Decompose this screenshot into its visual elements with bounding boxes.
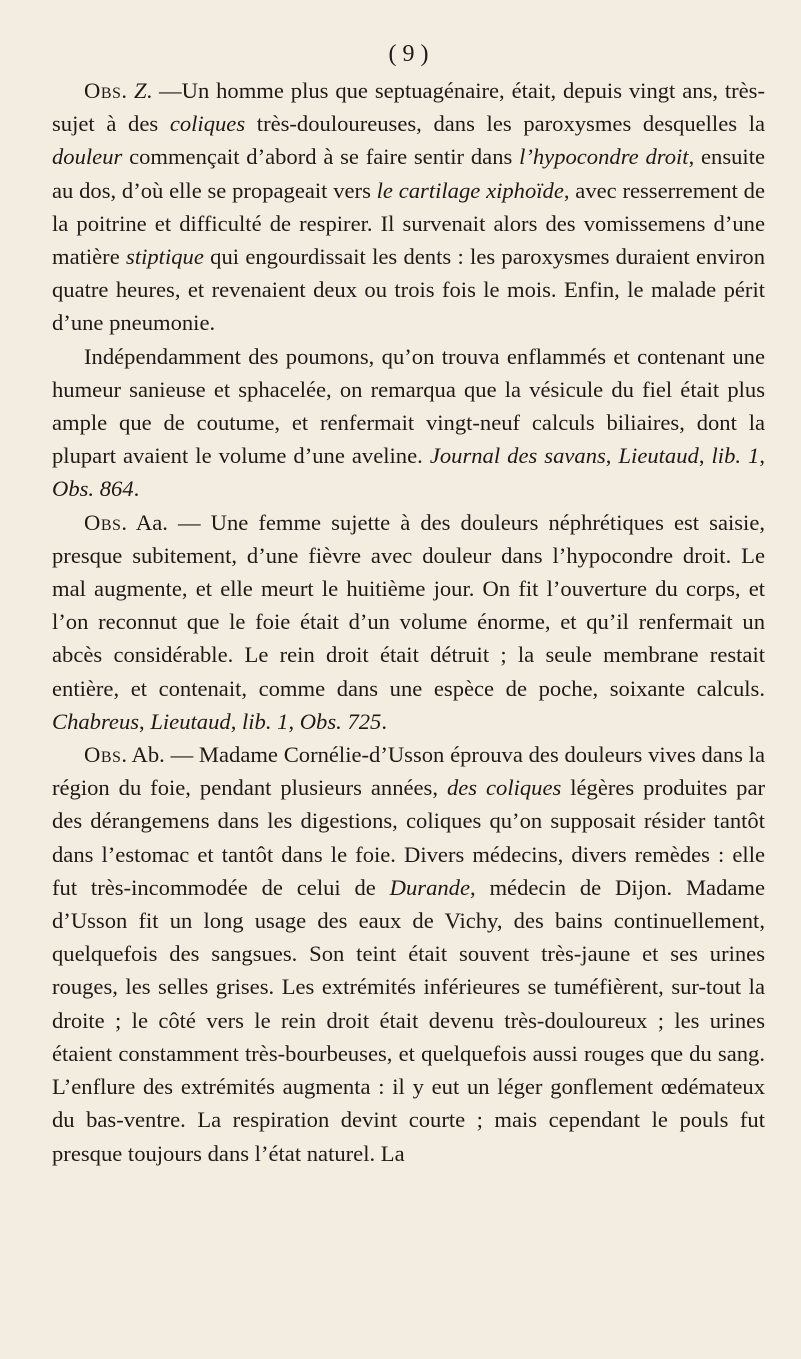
italic-run: le cartilage xiphoïde (376, 177, 564, 203)
body-text (52, 74, 765, 1170)
text-run: , avec resserrement de la poitrine et difficulté de respirer. Il survenait alors des vomissemens d’une matière (52, 177, 765, 270)
italic-run: l’hypocondre droit (519, 144, 689, 170)
text-run: très-douloureuses, dans les paroxysmes desquelles la (245, 111, 765, 137)
text-run: , (759, 443, 765, 469)
text-run: qui engourdissait les dents : les paroxysmes duraient environ quatre heures, et revenaient deux ou trois fois le mois. Enfin, le malade périt d’une pneumonie. (52, 244, 765, 336)
text-run (741, 443, 748, 468)
obs-label: Obs (84, 742, 122, 768)
obs-label: Obs (84, 509, 122, 535)
text-run: , (698, 443, 712, 469)
text-run: , (605, 443, 619, 469)
text-run: . Aa. — Une femme sujette à des douleurs néphrétiques est saisie, presque subitement, d’une fièvre avec douleur dans l’hypocondre droit. Le mal augmente, et elle meurt le huitième jour. On fit l’ouverture du corps, et l’on reconnut que le foie était d’un volume énorme, et qu’il renfermait un abcès considérable. Le rein droit était détruit ; la seule membrane restait entière, et contenait, comme dans une espèce de poche, soixante calculs. (52, 509, 765, 701)
italic-run: 864 (99, 476, 134, 502)
italic-run: stiptique (126, 244, 204, 270)
text-run: . —Un homme plus que septuagénaire, était, depuis vingt ans, très-sujet à des (52, 78, 765, 137)
italic-run: Obs. (52, 476, 95, 502)
italic-run: 1 (748, 443, 760, 469)
italic-run: Z (133, 78, 147, 103)
italic-run: Obs. (299, 708, 342, 734)
text-run: commençait d’abord à se faire sentir dans (122, 144, 520, 170)
italic-run: Chabreus (52, 708, 140, 734)
italic-run: coliques (169, 111, 246, 137)
obs-label: Obs (84, 78, 122, 103)
text-run: légères produites par des dérangemens dans les digestions, coliques qu’on supposait résider tantôt dans l’estomac et tantôt dans le foie. Divers médecins, divers remèdes : elle fut très-incommodée de celui de (52, 775, 766, 900)
text-run: Indépendamment des poumons, qu’on trouva enflammés et contenant une humeur sanieuse et sphacelée, on remarqua que la vésicule du fiel était plus ample que de coutume, et renfermait vingt-neuf calculs biliaires, dont la plupart avaient le volume d’une aveline. (52, 343, 765, 469)
text-run: . (381, 708, 387, 734)
paragraph-obs-z (52, 74, 765, 340)
italic-run: des coliques (446, 775, 562, 801)
text-run: , ensuite au dos, d’où elle se propageait vers (52, 144, 766, 203)
text-run: , (288, 708, 300, 734)
text-run: , (230, 708, 242, 734)
italic-run: 1 (277, 708, 289, 734)
italic-run: Journal des savans (429, 443, 606, 469)
text-run: . Ab. — Madame Cornélie-d’Usson éprouva des douleurs vives dans la région du foie, pendant plusieurs années, (52, 742, 765, 801)
italic-run: Lieutaud (618, 443, 699, 469)
italic-run: Durande (389, 874, 470, 900)
italic-run: 725 (347, 708, 382, 734)
italic-run: lib. (711, 443, 742, 469)
page-number: ( 9 ) (388, 41, 429, 67)
paragraph-obs-aa (52, 506, 765, 738)
italic-run: lib. (241, 708, 272, 734)
text-run: . (121, 78, 134, 103)
italic-run: douleur (52, 144, 123, 170)
paragraph-obs-z-continuation (52, 340, 765, 506)
italic-run: Lieutaud (150, 708, 231, 734)
text-run: , médecin de Dijon. Madame d’Usson fit un long usage des eaux de Vichy, des bains continuellement, quelquefois des sangsues. Son teint était souvent très-jaune et ses urines rouges, les selles grises. Les extrémités inférieures se tuméfièrent, sur-tout la droite ; le côté vers le rein droit était devenu très-douloureux ; les urines étaient constamment très-bourbeuses, et quelquefois aussi rouges que du sang. L’enflure des extrémités augmenta : il y eut un léger gonflement œdémateux du bas-ventre. La respiration devint courte ; mais cependant le pouls fut presque toujours dans l’état naturel. La (52, 874, 765, 1166)
text-run: . (133, 476, 140, 502)
text-run: , (139, 708, 151, 734)
paragraph-obs-ab (52, 738, 765, 1170)
